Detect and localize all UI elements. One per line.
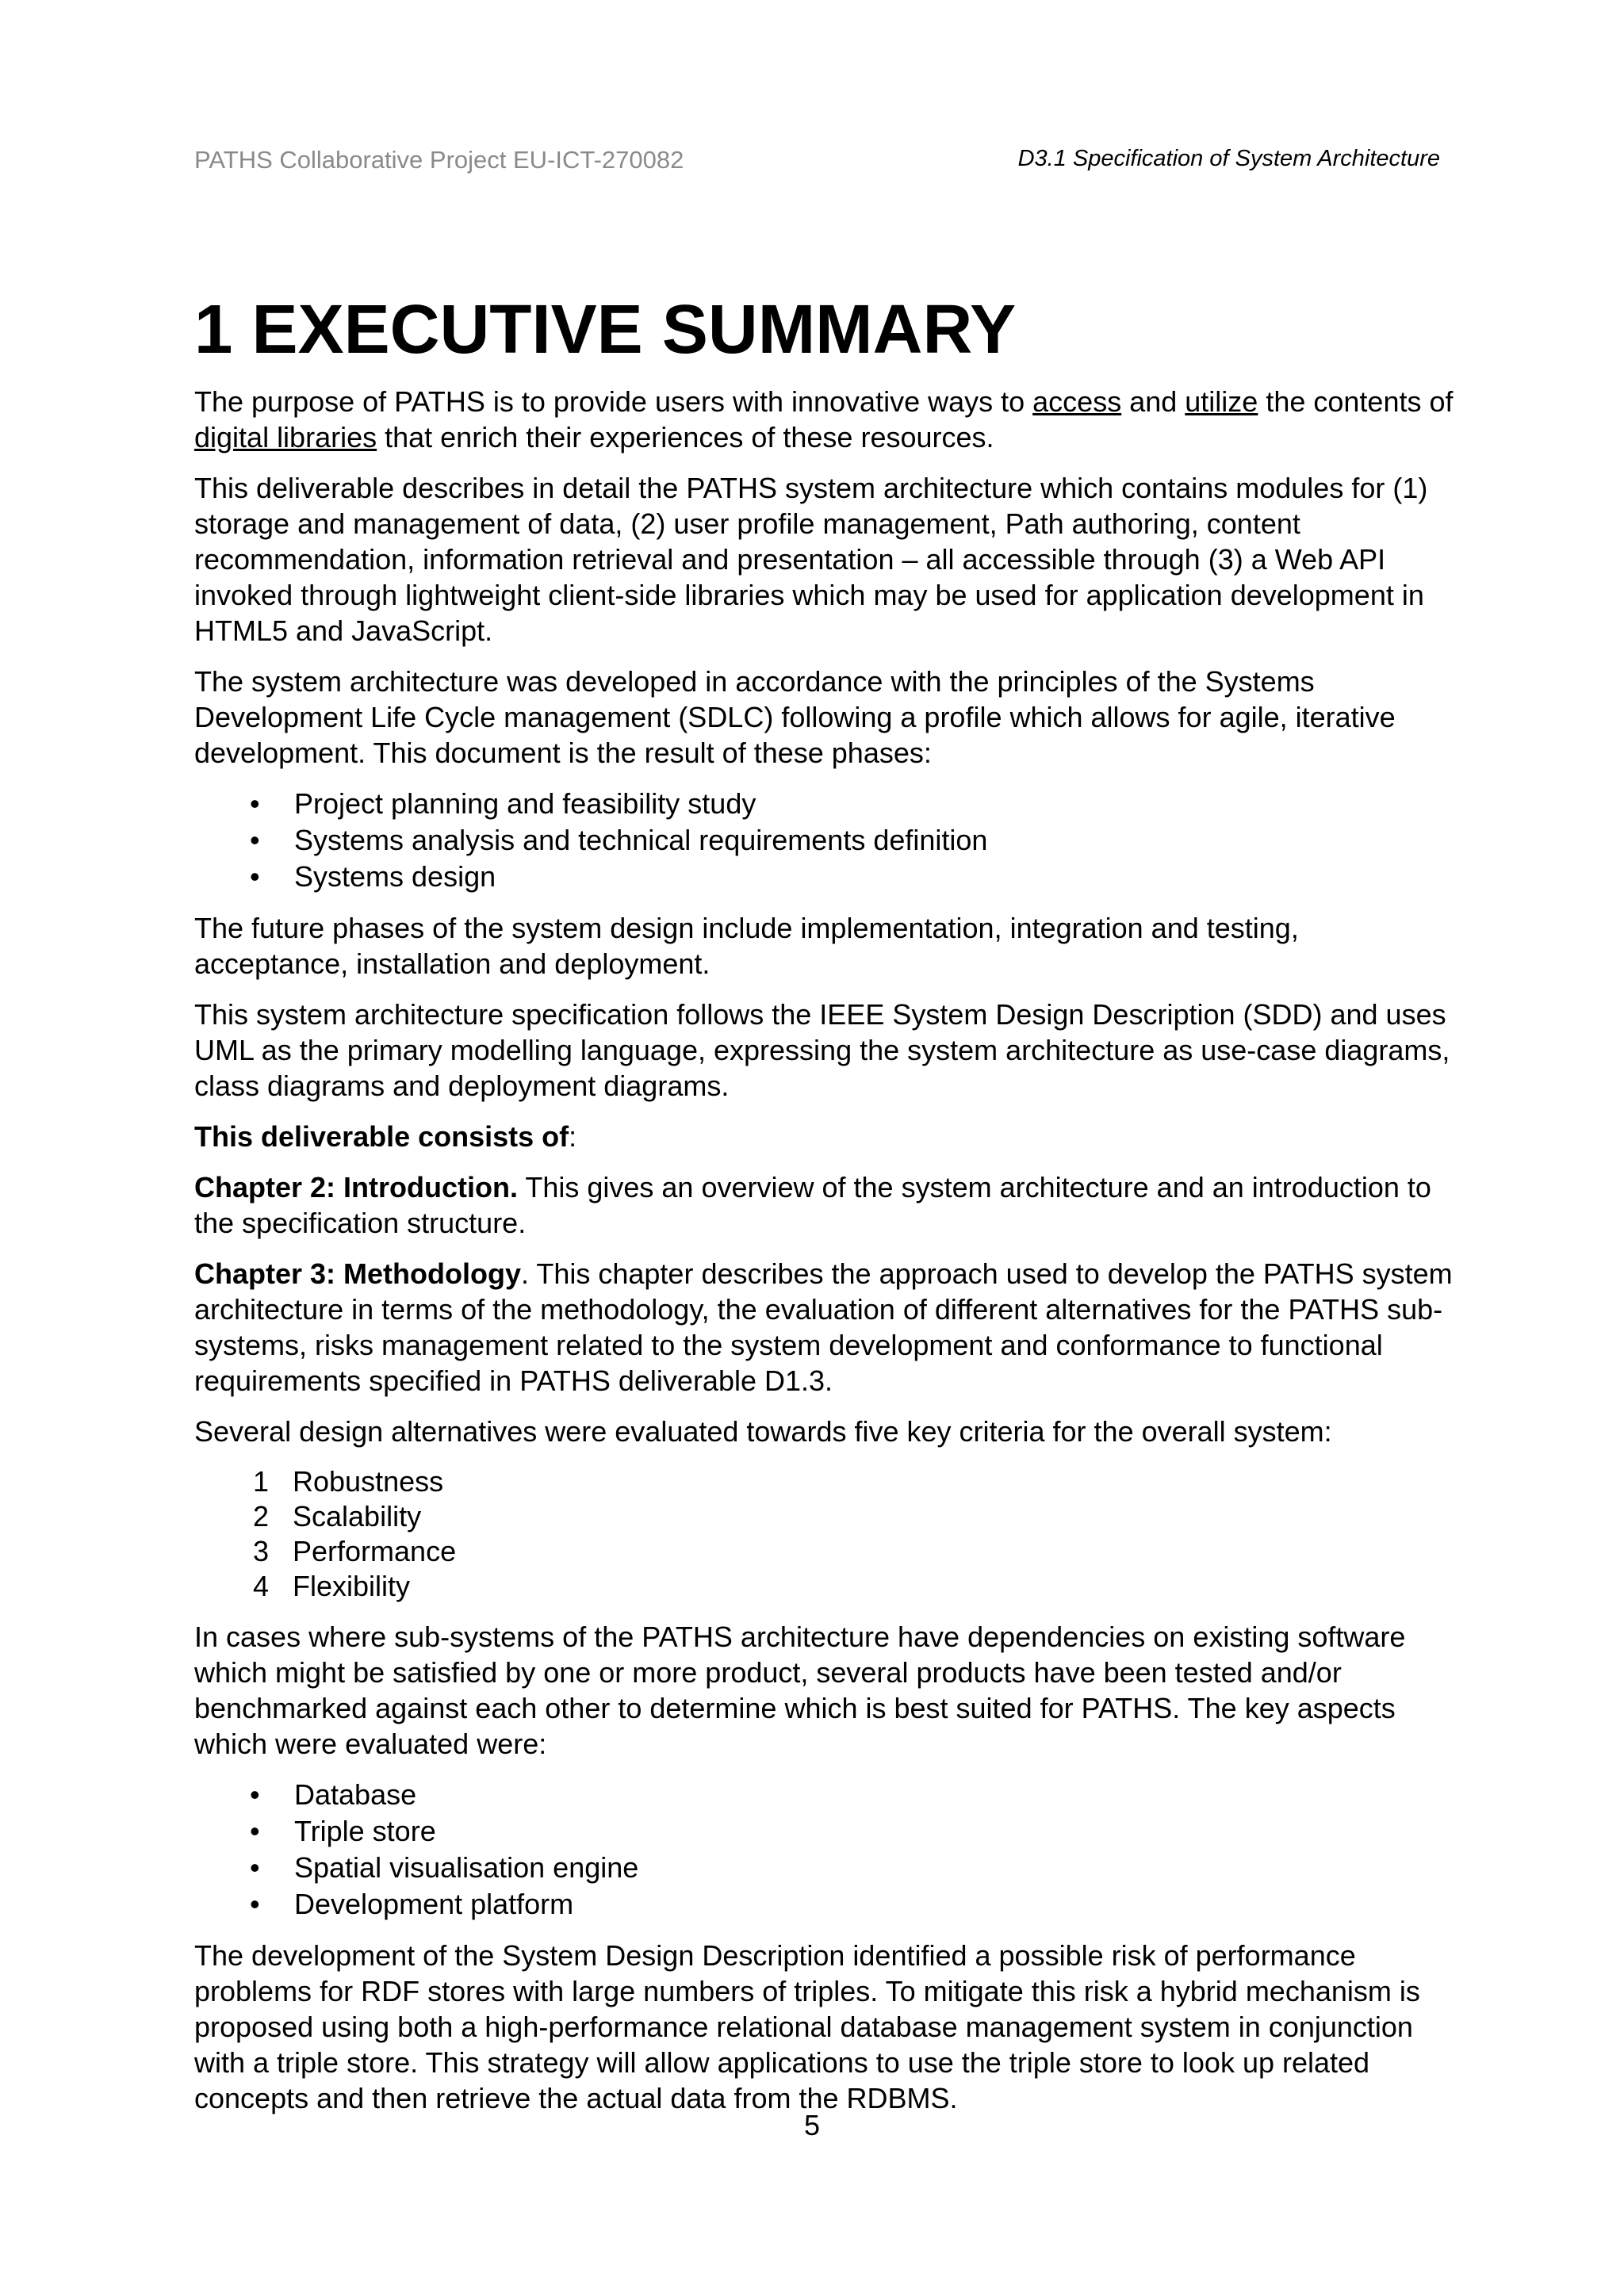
paragraph-deliverable-description: This deliverable describes in detail the PATHS system architecture which contains modules for (1) storage and management of data, (2) user profile management, Path authoring, content recommendation, information retrieval and presentation – all accessible through (3) a Web API invoked through lightweight client-side libraries which may be used for application development in HTML5 and JavaScript. — [194, 471, 1428, 647]
list-item: 1 Robustness — [253, 1464, 444, 1498]
header-project-name: PATHS Collaborative Project EU-ICT-270082 — [194, 146, 684, 174]
list-item: • Spatial visualisation engine — [194, 1850, 1455, 1886]
list-item: 2 Scalability — [253, 1499, 422, 1533]
list-item: • Development platform — [194, 1886, 1455, 1923]
paragraph-criteria-intro: Several design alternatives were evaluated towards five key criteria for the overall system: — [194, 1414, 1332, 1448]
link-access: access — [1032, 385, 1122, 418]
bullet-icon: • — [250, 823, 260, 856]
section-heading: 1 EXECUTIVE SUMMARY — [194, 291, 1017, 368]
list-item: • Triple store — [194, 1813, 1455, 1850]
list-item: • Project planning and feasibility study — [194, 786, 1455, 822]
list-item: 4 Flexibility — [253, 1569, 411, 1602]
bullet-icon: • — [250, 1814, 260, 1847]
bullet-icon: • — [250, 859, 260, 893]
phases-list — [194, 786, 1455, 895]
bullet-icon: • — [250, 1850, 260, 1884]
list-item: 3 Performance — [253, 1534, 457, 1567]
criteria-list — [194, 1464, 1455, 1604]
page-number: 5 — [803, 2109, 821, 2141]
paragraph-ieee-sdd: This system architecture specification follows the IEEE System Design Description (SDD) and uses UML as the primary modelling language, expressing the system architecture as use-case diagrams, class diagrams and deployment diagrams. — [194, 997, 1450, 1102]
list-item: • Systems analysis and technical requirements definition — [194, 822, 1455, 859]
paragraph-purpose: The purpose of PATHS is to provide users with innovative ways to access and utilize the contents of digital libraries that enrich their experiences of these resources. — [194, 385, 1454, 453]
paragraph-sdlc: The system architecture was developed in accordance with the principles of the Systems Development Life Cycle management (SDLC) following a profile which allows for agile, iterative development. This document is the result of these phases: — [194, 664, 1396, 769]
paragraph-dependencies: In cases where sub-systems of the PATHS architecture have dependencies on existing software which might be satisfied by one or more product, several products have been tested and/or benchmarked against each other to determine which is best suited for PATHS. The key aspects which were evaluated were: — [194, 1620, 1406, 1760]
paragraph-consists-of: This deliverable consists of: — [194, 1119, 577, 1153]
link-utilize: utilize — [1185, 385, 1258, 418]
paragraph-risk-mitigation: The development of the System Design Description identified a possible risk of performance problems for RDF stores with large numbers of triples. To mitigate this risk a hybrid mechanism is proposed using both a high-performance relational database management system in conjunction with a triple store. This strategy will allow applications to use the triple store to look up related concepts and then retrieve the actual data from the RDBMS. — [194, 1938, 1420, 2114]
paragraph-future-phases: The future phases of the system design include implementation, integration and testing, acceptance, installation and deployment. — [194, 911, 1299, 980]
paragraph-chapter-2: Chapter 2: Introduction. This gives an overview of the system architecture and an introduction to the specification structure. — [194, 1170, 1431, 1239]
bullet-icon: • — [250, 1887, 260, 1920]
bullet-icon: • — [250, 786, 260, 820]
bullet-icon: • — [250, 1777, 260, 1811]
list-item: • Systems design — [194, 859, 1455, 895]
document-body — [194, 292, 1455, 2131]
header-document-title: D3.1 Specification of System Architecture — [1017, 146, 1440, 171]
list-item: • Database — [194, 1777, 1455, 1813]
link-digital-libraries: digital libraries — [194, 420, 377, 453]
aspects-list — [194, 1777, 1455, 1923]
paragraph-chapter-3: Chapter 3: Methodology. This chapter describes the approach used to develop the PATHS system architecture in terms of the methodology, the evaluation of different alternatives for the PATHS sub-systems, risks management related to the system development and conformance to functional requirements specified in PATHS deliverable D1.3. — [194, 1257, 1453, 1397]
